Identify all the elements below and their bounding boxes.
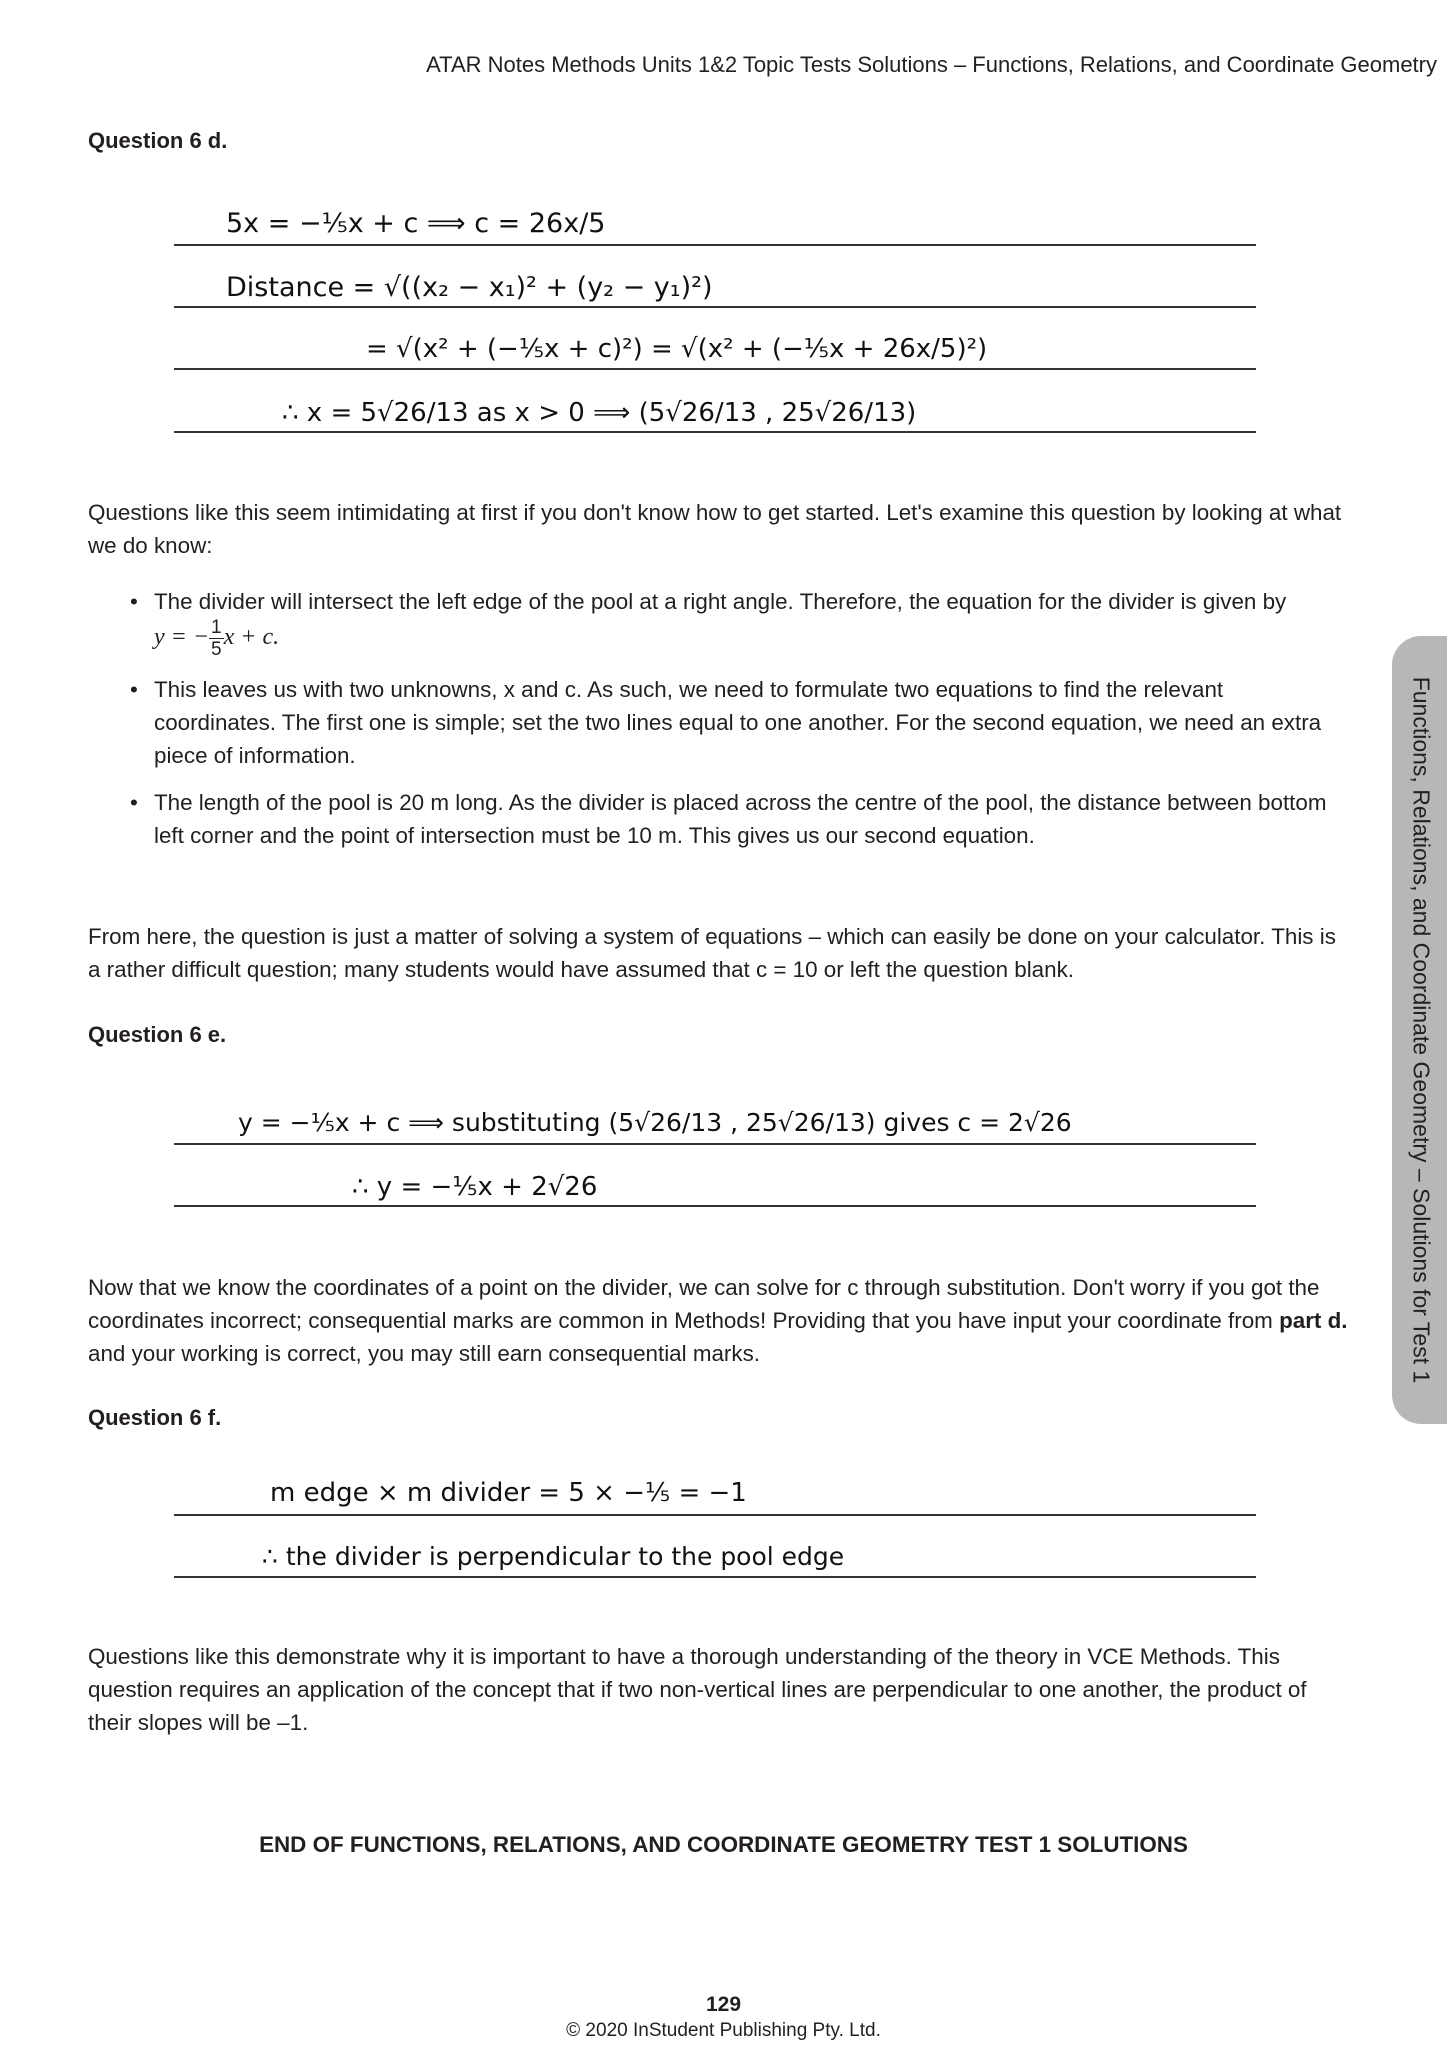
writing-line: [174, 1205, 1256, 1207]
page-number: 129: [705, 1993, 742, 2016]
q6f-explanation: Questions like this demonstrate why it is important to have a thorough understanding of the theory in VCE Methods. This question requires an application of the concept that if two non-vertical lines are perpendicular to one another, the product of their slopes will be –1.: [88, 1644, 1307, 1735]
handwritten-line: Distance = √((x₂ − x₁)² + (y₂ − y₁)²): [226, 272, 713, 303]
copyright-notice: © 2020 InStudent Publishing Pty. Ltd.: [566, 2020, 881, 2041]
explanation-text: Now that we know the coordinates of a point on the divider, we can solve for c through substitution. Don't worry if you got the coordinates incorrect; consequential marks are common in Methods! Providing that you have input your coordinate from: [88, 1275, 1320, 1333]
handwritten-line: ∴ the divider is perpendicular to the pool edge: [262, 1542, 845, 1571]
writing-line: [174, 244, 1256, 246]
writing-line: [174, 306, 1256, 308]
end-of-test-heading: END OF FUNCTIONS, RELATIONS, AND COORDINATE GEOMETRY TEST 1 SOLUTIONS: [259, 1832, 1188, 1857]
question-6e-title: Question 6 e.: [88, 1022, 227, 1047]
handwritten-line: ∴ x = 5√26/13 as x > 0 ⟹ (5√26/13 , 25√26/13): [282, 398, 917, 428]
divider-equation: [154, 617, 280, 660]
handwritten-line: m edge × m divider = 5 × −⅕ = −1: [270, 1478, 747, 1508]
handwritten-line: ∴ y = −⅕x + 2√26: [352, 1172, 598, 1202]
bullet1-text: The divider will intersect the left edge of the pool at a right angle. Therefore, the equation for the divider is given by: [154, 589, 1287, 614]
q6e-explanation: [88, 1271, 1350, 1370]
handwritten-line: 5x = −⅕x + c ⟹ c = 26x/5: [226, 208, 606, 239]
q6d-closing: From here, the question is just a matter of solving a system of equations – which can easily be done on your calculator. This is a rather difficult question; many students would have assumed that c = 10 or left the question blank.: [88, 924, 1336, 982]
question-6f-title: Question 6 f.: [88, 1405, 222, 1430]
equation-rhs: x + c.: [223, 624, 280, 651]
section-side-tab: [1392, 636, 1447, 1424]
question-6d-title: Question 6 d.: [88, 128, 228, 153]
side-tab-label: Functions, Relations, and Coordinate Geometry – Solutions for Test 1: [1408, 676, 1435, 1384]
fraction-numerator: 1: [211, 617, 222, 638]
q6d-intro: Questions like this seem intimidating at first if you don't know how to get started. Let's examine this question by looking at what we do know:: [88, 500, 1342, 558]
part-reference: part d.: [1279, 1308, 1348, 1333]
writing-line: [174, 431, 1256, 433]
writing-line: [174, 1576, 1256, 1578]
q6d-bullet-list: [88, 585, 1350, 852]
list-item: [88, 585, 1350, 659]
explanation-text: and your working is correct, you may still earn consequential marks.: [88, 1341, 761, 1366]
equation-lhs: y = −: [154, 624, 210, 651]
fraction: [209, 618, 224, 659]
writing-line: [174, 368, 1256, 370]
list-item: • This leaves us with two unknowns, x and c. As such, we need to formulate two equations to find the relevant coordinates. The first one is simple; set the two lines equal to one another. For the second equation, we need an extra piece of information.: [88, 673, 1350, 772]
writing-line: [174, 1514, 1256, 1516]
fraction-denominator: 5: [211, 639, 222, 660]
handwritten-line: = √(x² + (−⅕x + c)²) = √(x² + (−⅕x + 26x/5)²): [366, 334, 988, 364]
handwritten-line: y = −⅕x + c ⟹ substituting (5√26/13 , 25√26/13) gives c = 2√26: [238, 1108, 1072, 1137]
list-item: • The length of the pool is 20 m long. As the divider is placed across the centre of the pool, the distance between bottom left corner and the point of intersection must be 10 m. This gives us our second equation.: [88, 786, 1350, 852]
running-header: ATAR Notes Methods Units 1&2 Topic Tests Solutions – Functions, Relations, and Coordinate Geometry: [426, 52, 1437, 77]
writing-line: [174, 1143, 1256, 1145]
